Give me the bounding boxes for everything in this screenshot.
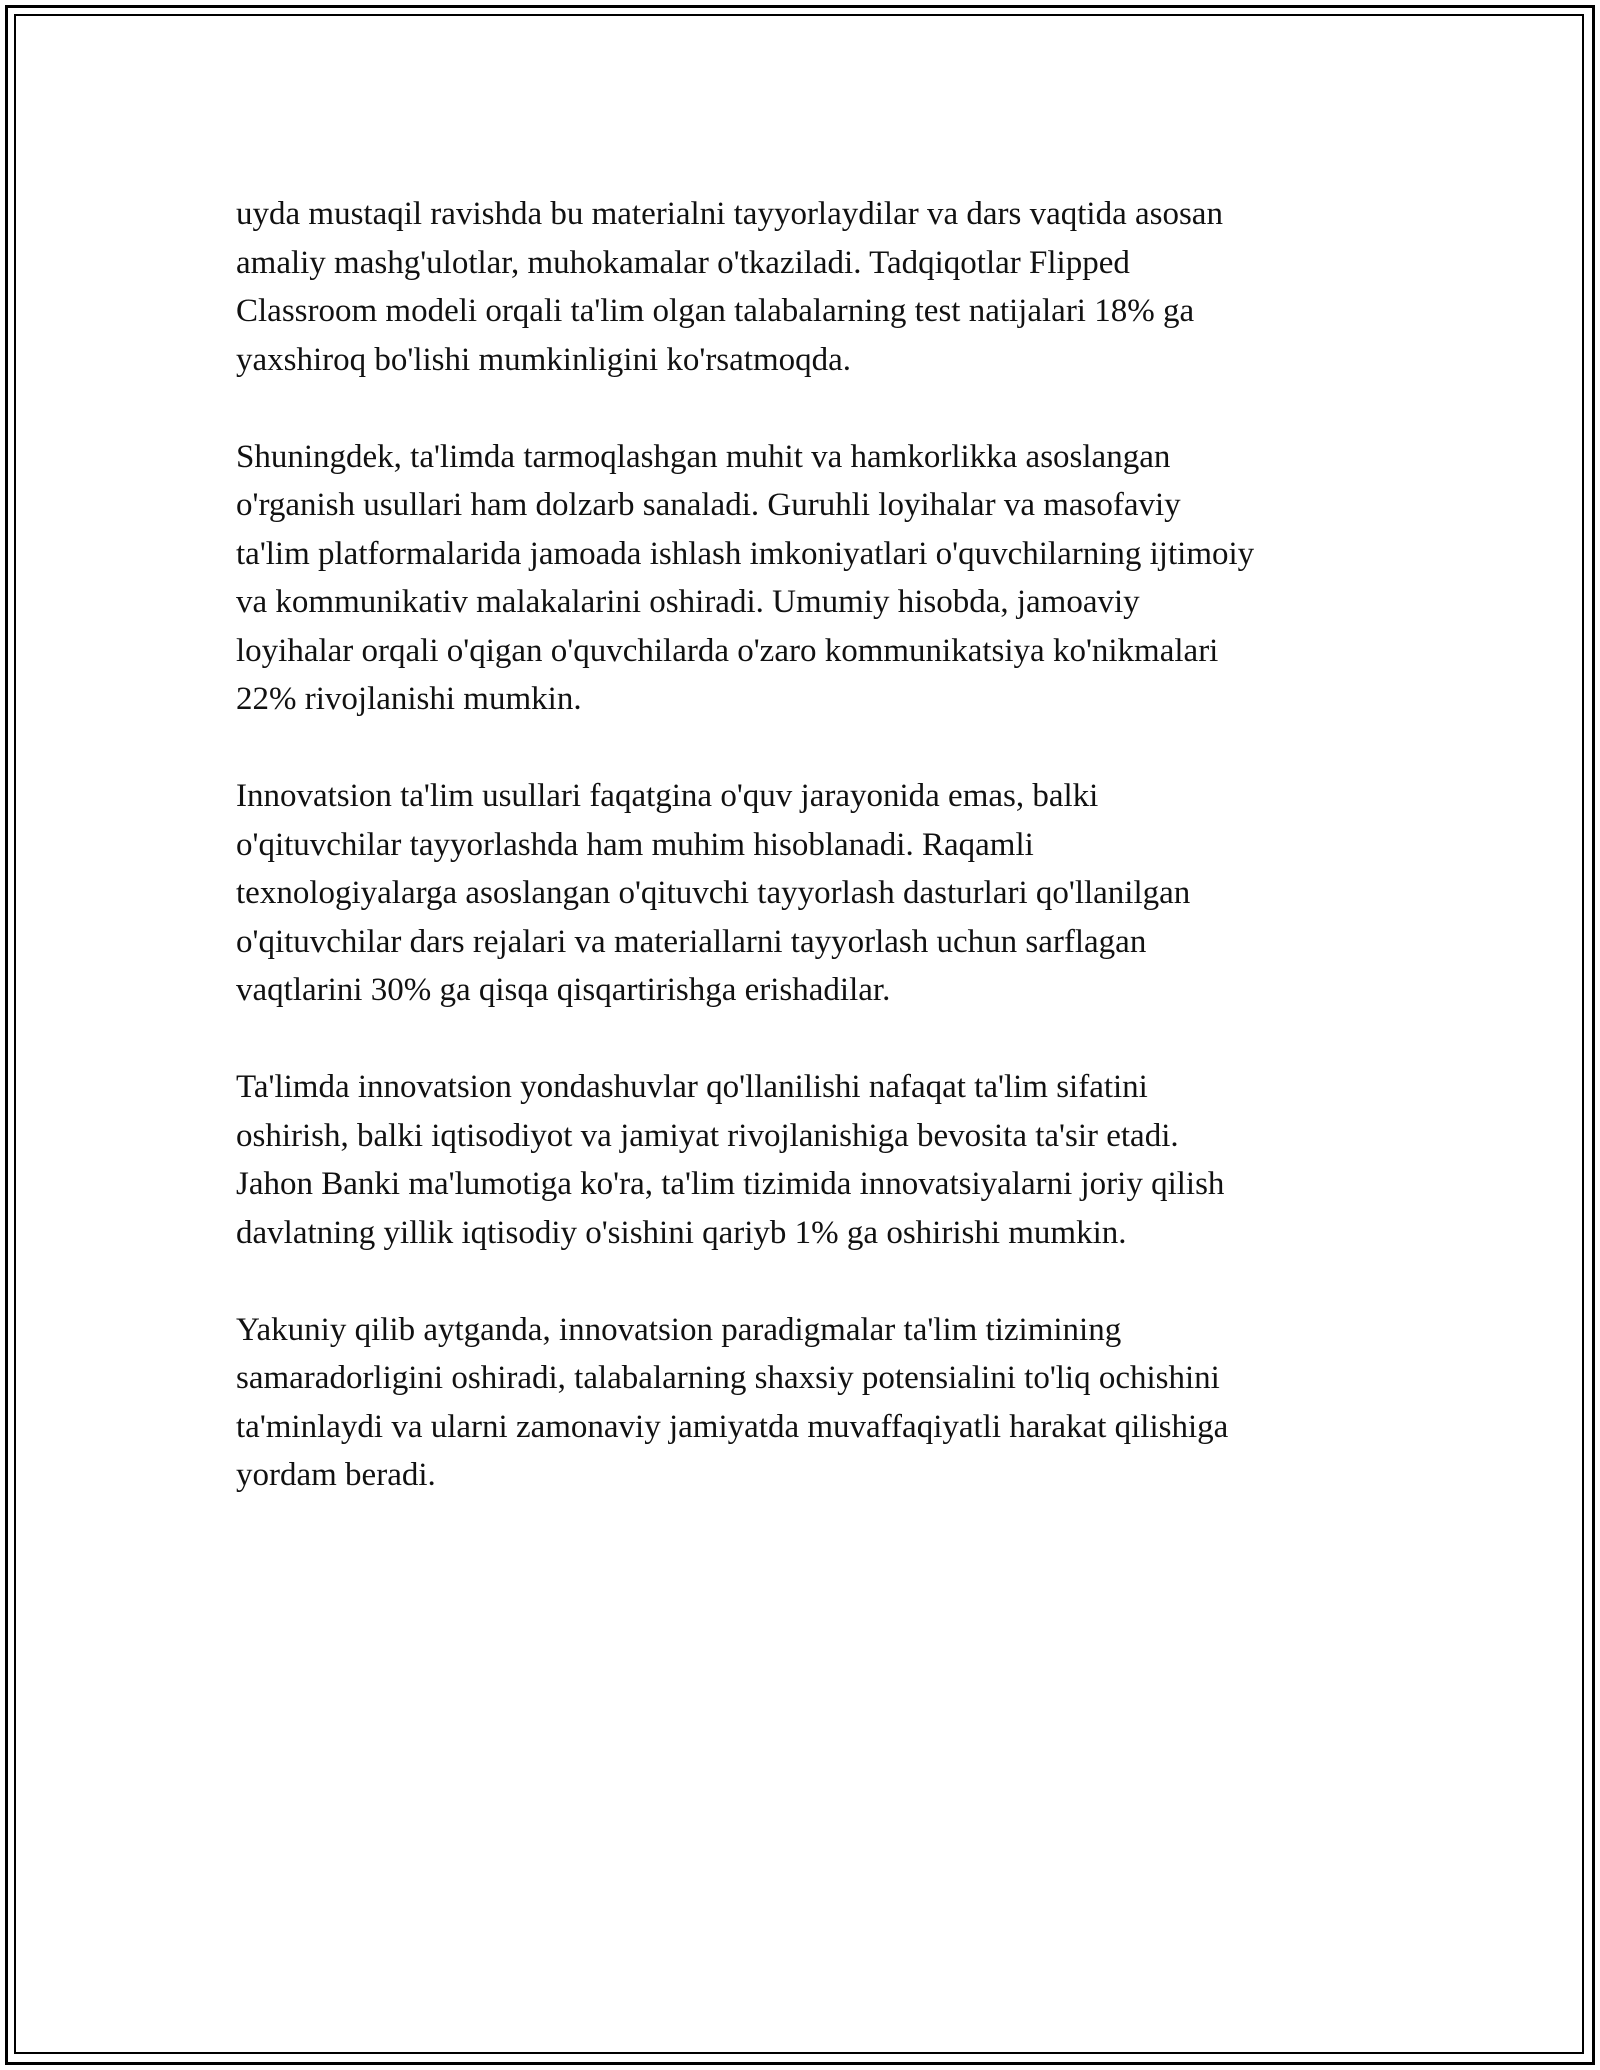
text-line: uyda mustaqil ravishda bu materialni tayyorlaydilar va dars vaqtida asosan bbox=[236, 196, 1223, 232]
paragraph-5 bbox=[236, 1306, 1371, 1500]
paragraph-3 bbox=[236, 772, 1371, 1015]
text-line: texnologiyalarga asoslangan o'qituvchi tayyorlash dasturlari qo'llanilgan bbox=[236, 875, 1191, 911]
text-line: Yakuniy qilib aytganda, innovatsion paradigmalar ta'lim tizimining bbox=[236, 1311, 1122, 1348]
document-body bbox=[236, 190, 1371, 1548]
text-line: yordam beradi. bbox=[236, 1457, 436, 1493]
paragraph-2 bbox=[236, 433, 1371, 724]
text-line: loyihalar orqali o'qigan o'quvchilarda o'zaro kommunikatsiya ko'nikmalari bbox=[236, 632, 1219, 669]
text-line: Classroom modeli orqali ta'lim olgan talabalarning test natijalari 18% ga bbox=[236, 293, 1195, 329]
text-line: va kommunikativ malakalarini oshiradi. Umumiy hisobda, jamoaviy bbox=[236, 584, 1140, 620]
text-line: oshirish, balki iqtisodiyot va jamiyat rivojlanishiga bevosita ta'sir etadi. bbox=[236, 1117, 1179, 1154]
text-line: davlatning yillik iqtisodiy o'sishini qariyb 1% ga oshirishi mumkin. bbox=[236, 1214, 1127, 1251]
text-line: ta'lim platformalarida jamoada ishlash imkoniyatlari o'quvchilarning ijtimoiy bbox=[236, 535, 1255, 572]
text-line: o'qituvchilar dars rejalari va materiallarni tayyorlash uchun sarflagan bbox=[236, 923, 1147, 960]
text-line: vaqtlarini 30% ga qisqa qisqartirishga erishadilar. bbox=[236, 972, 891, 1008]
text-line: Ta'limda innovatsion yondashuvlar qo'llanilishi nafaqat ta'lim sifatini bbox=[236, 1069, 1148, 1105]
text-line: samaradorligini oshiradi, talabalarning shaxsiy potensialini to'liq ochishini bbox=[236, 1360, 1220, 1396]
text-line: yaxshiroq bo'lishi mumkinligini ko'rsatmoqda. bbox=[236, 341, 852, 378]
text-line: 22% rivojlanishi mumkin. bbox=[236, 681, 582, 717]
text-line: ta'minlaydi va ularni zamonaviy jamiyatda muvaffaqiyatli harakat qilishiga bbox=[236, 1408, 1229, 1445]
text-line: Innovatsion ta'lim usullari faqatgina o'quv jarayonida emas, balki bbox=[236, 778, 1099, 814]
text-line: Jahon Banki ma'lumotiga ko'ra, ta'lim tizimida innovatsiyalarni joriy qilish bbox=[236, 1166, 1225, 1202]
paragraph-1 bbox=[236, 190, 1371, 384]
text-line: amaliy mashg'ulotlar, muhokamalar o'tkaziladi. Tadqiqotlar Flipped bbox=[236, 244, 1130, 281]
text-line: o'rganish usullari ham dolzarb sanaladi. Guruhli loyihalar va masofaviy bbox=[236, 487, 1181, 523]
paragraph-4 bbox=[236, 1063, 1371, 1257]
text-line: Shuningdek, ta'limda tarmoqlashgan muhit va hamkorlikka asoslangan bbox=[236, 438, 1171, 475]
text-line: o'qituvchilar tayyorlashda ham muhim hisoblanadi. Raqamli bbox=[236, 826, 1034, 863]
